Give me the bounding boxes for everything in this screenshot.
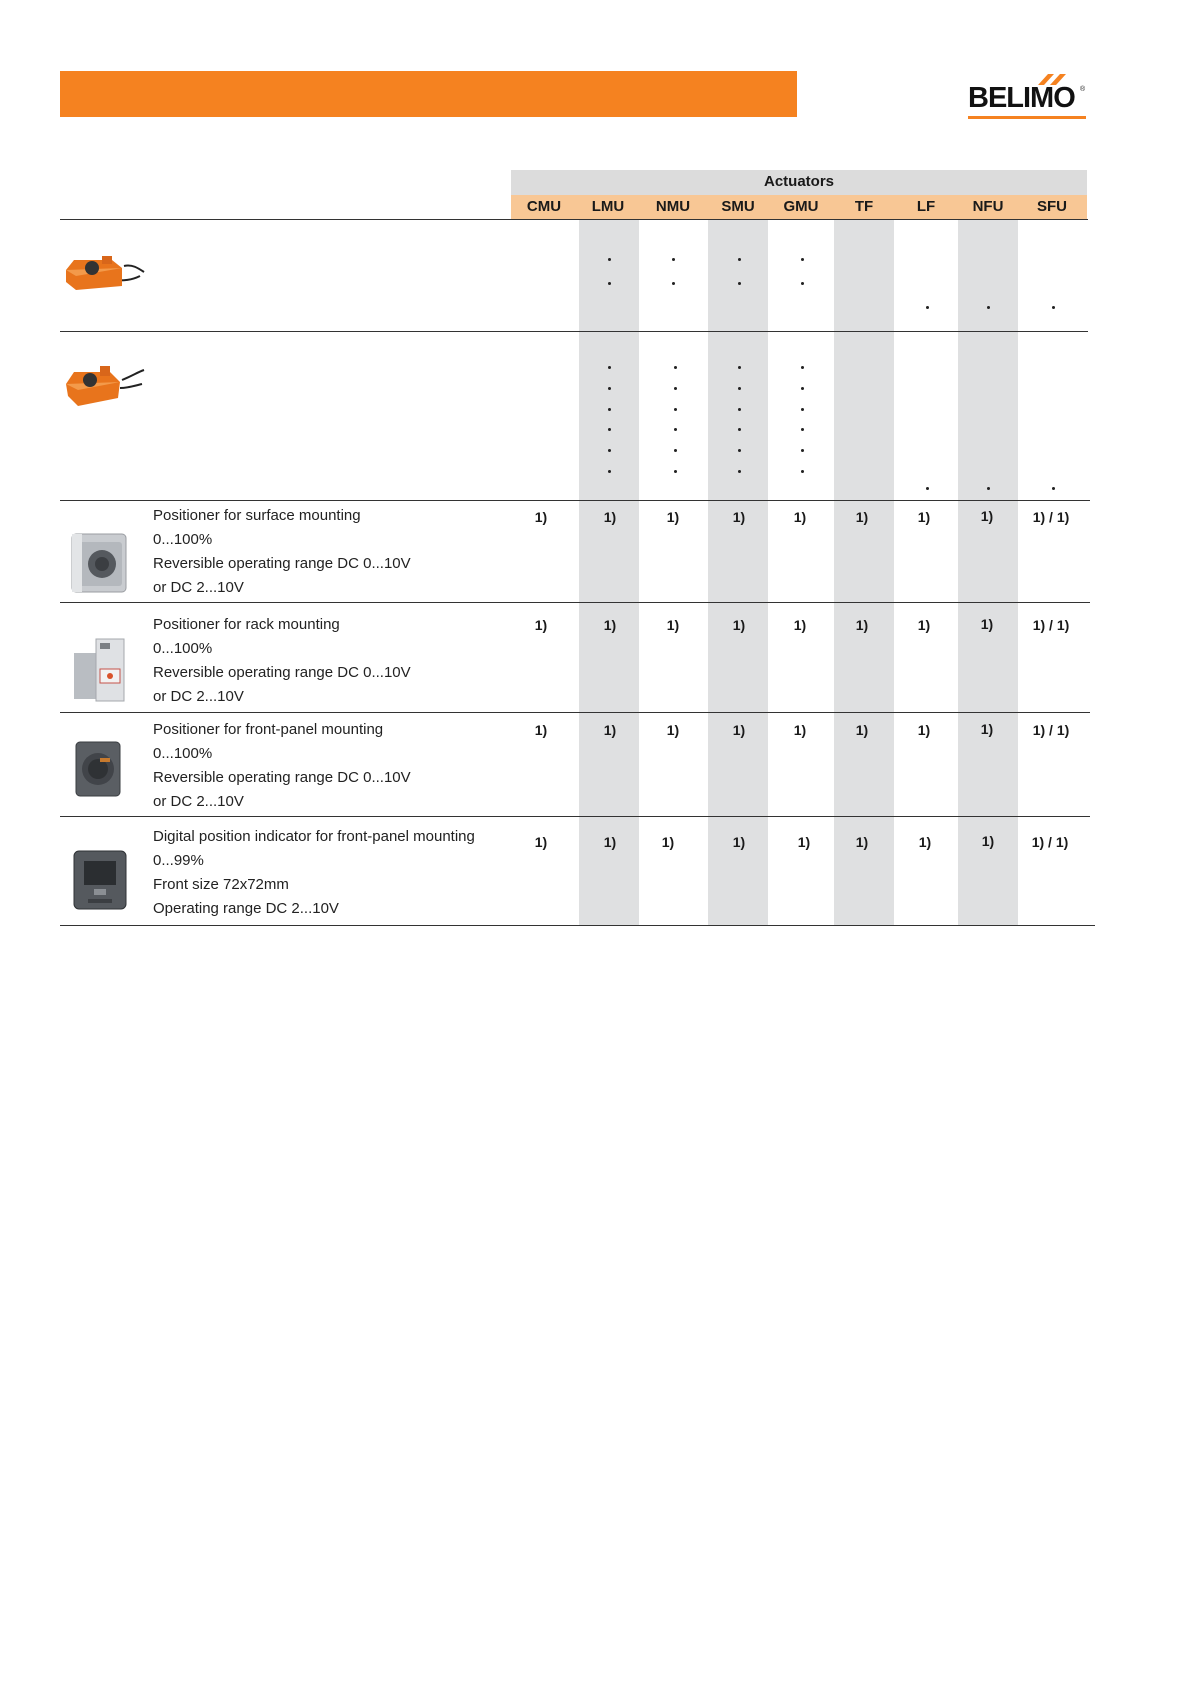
compatibility-dot [801, 258, 804, 261]
table-cell: 1) [793, 617, 807, 633]
table-cell: 1) [793, 722, 807, 738]
compatibility-dot [608, 366, 611, 369]
compatibility-dot [926, 487, 929, 490]
description-line: 0...100% [153, 640, 213, 657]
table-cell: 1) [918, 834, 932, 850]
table-cell: 1) [855, 617, 869, 633]
compatibility-dot [801, 408, 804, 411]
description-line: or DC 2...10V [153, 688, 244, 705]
compatibility-dot [674, 470, 677, 473]
compatibility-dot [608, 449, 611, 452]
compatibility-dot [674, 449, 677, 452]
compatibility-dot [1052, 306, 1055, 309]
compatibility-dot [987, 306, 990, 309]
column-header: LMU [591, 198, 625, 215]
table-cell: 1) [603, 509, 617, 525]
row-divider [60, 816, 1090, 817]
description-line: or DC 2...10V [153, 793, 244, 810]
table-cell: 1) [534, 617, 548, 633]
table-cell: 1) [534, 509, 548, 525]
column-shade-smu [708, 219, 768, 925]
compatibility-dot [801, 282, 804, 285]
column-shade-lmu [579, 219, 639, 925]
table-cell: 1) [534, 834, 548, 850]
row-description [153, 613, 411, 709]
table-cell: 1) [793, 509, 807, 525]
table-cell: 1) [603, 617, 617, 633]
compatibility-dot [608, 428, 611, 431]
compatibility-dot [801, 428, 804, 431]
row-divider [60, 500, 1090, 501]
auxiliary-switch-image [62, 250, 147, 300]
compatibility-dot [738, 387, 741, 390]
column-header: TF [854, 198, 874, 215]
compatibility-dot [801, 470, 804, 473]
column-header: SMU [721, 198, 755, 215]
compatibility-dot [674, 428, 677, 431]
table-cell: 1) / 1) [1031, 834, 1069, 850]
description-line: Positioner for rack mounting [153, 616, 340, 633]
column-shade-nfu [958, 219, 1018, 925]
table-cell: 1) [534, 722, 548, 738]
description-line: 0...100% [153, 531, 213, 548]
row-description [153, 504, 411, 600]
row-divider [60, 712, 1090, 713]
table-cell: 1) [797, 834, 811, 850]
compatibility-dot [801, 449, 804, 452]
compatibility-dot [672, 282, 675, 285]
compatibility-dot [608, 470, 611, 473]
compatibility-dot [608, 387, 611, 390]
compatibility-dot [987, 487, 990, 490]
compatibility-dot [738, 282, 741, 285]
table-cell: 1) [917, 617, 931, 633]
column-header: LF [916, 198, 936, 215]
compatibility-dot [608, 408, 611, 411]
compatibility-dot [674, 408, 677, 411]
table-cell: 1) / 1) [1032, 509, 1070, 525]
row-divider [60, 331, 1088, 332]
table-cell: 1) [917, 509, 931, 525]
table-cell: 1) [603, 722, 617, 738]
description-line: Positioner for front-panel mounting [153, 721, 384, 738]
compatibility-dot [738, 428, 741, 431]
description-line: Reversible operating range DC 0...10V [153, 555, 411, 572]
row-divider [60, 602, 1090, 603]
compatibility-dot [608, 258, 611, 261]
digital-indicator-image [68, 845, 132, 915]
compatibility-dot [674, 387, 677, 390]
column-header: CMU [526, 198, 562, 215]
description-line: Digital position indicator for front-panel mounting [153, 828, 475, 845]
table-cell: 1) [917, 722, 931, 738]
table-cell: 1) [732, 834, 746, 850]
table-cell: 1) [980, 721, 994, 737]
front-panel-positioner-image [70, 738, 126, 802]
description-line: Front size 72x72mm [153, 876, 289, 893]
compatibility-dot [738, 258, 741, 261]
table-cell: 1) [980, 508, 994, 524]
table-cell: 1) [661, 834, 675, 850]
table-cell: 1) [980, 616, 994, 632]
table-cell: 1) / 1) [1032, 722, 1070, 738]
column-header: NFU [972, 198, 1004, 215]
table-cell: 1) [603, 834, 617, 850]
surface-positioner-image [68, 530, 130, 596]
table-cell: 1) [732, 509, 746, 525]
column-shade-tf [834, 219, 894, 925]
compatibility-dot [672, 258, 675, 261]
row-divider [60, 925, 1095, 926]
actuators-header: Actuators [763, 173, 834, 190]
row-description [153, 825, 475, 921]
column-header: SFU [1037, 198, 1067, 215]
table-cell: 1) [855, 722, 869, 738]
compatibility-dot [608, 282, 611, 285]
table-cell: 1) [666, 509, 680, 525]
compatibility-dot [801, 387, 804, 390]
rack-positioner-image [70, 635, 128, 705]
table-cell: 1) [732, 722, 746, 738]
table-cell: 1) / 1) [1032, 617, 1070, 633]
description-line: Reversible operating range DC 0...10V [153, 769, 411, 786]
row-description [153, 718, 411, 814]
description-line: 0...100% [153, 745, 213, 762]
table-cell: 1) [981, 833, 995, 849]
compatibility-dot [1052, 487, 1055, 490]
compatibility-dot [738, 366, 741, 369]
compatibility-dot [738, 408, 741, 411]
compatibility-dot [738, 470, 741, 473]
belimo-logo: BELIMO ® [968, 68, 1088, 120]
row-divider [60, 219, 1088, 220]
feedback-potentiometer-image [62, 362, 147, 412]
description-line: Positioner for surface mounting [153, 507, 361, 524]
column-header: NMU [655, 198, 691, 215]
compatibility-dot [738, 449, 741, 452]
column-header: GMU [783, 198, 819, 215]
description-line: Reversible operating range DC 0...10V [153, 664, 411, 681]
description-line: 0...99% [153, 852, 204, 869]
table-cell: 1) [855, 834, 869, 850]
table-cell: 1) [732, 617, 746, 633]
table-cell: 1) [666, 722, 680, 738]
table-cell: 1) [855, 509, 869, 525]
description-line: or DC 2...10V [153, 579, 244, 596]
compatibility-dot [801, 366, 804, 369]
description-line: Operating range DC 2...10V [153, 900, 339, 917]
logo-wordmark: BELIMO [968, 82, 1075, 114]
table-cell: 1) [666, 617, 680, 633]
compatibility-dot [674, 366, 677, 369]
compatibility-dot [926, 306, 929, 309]
